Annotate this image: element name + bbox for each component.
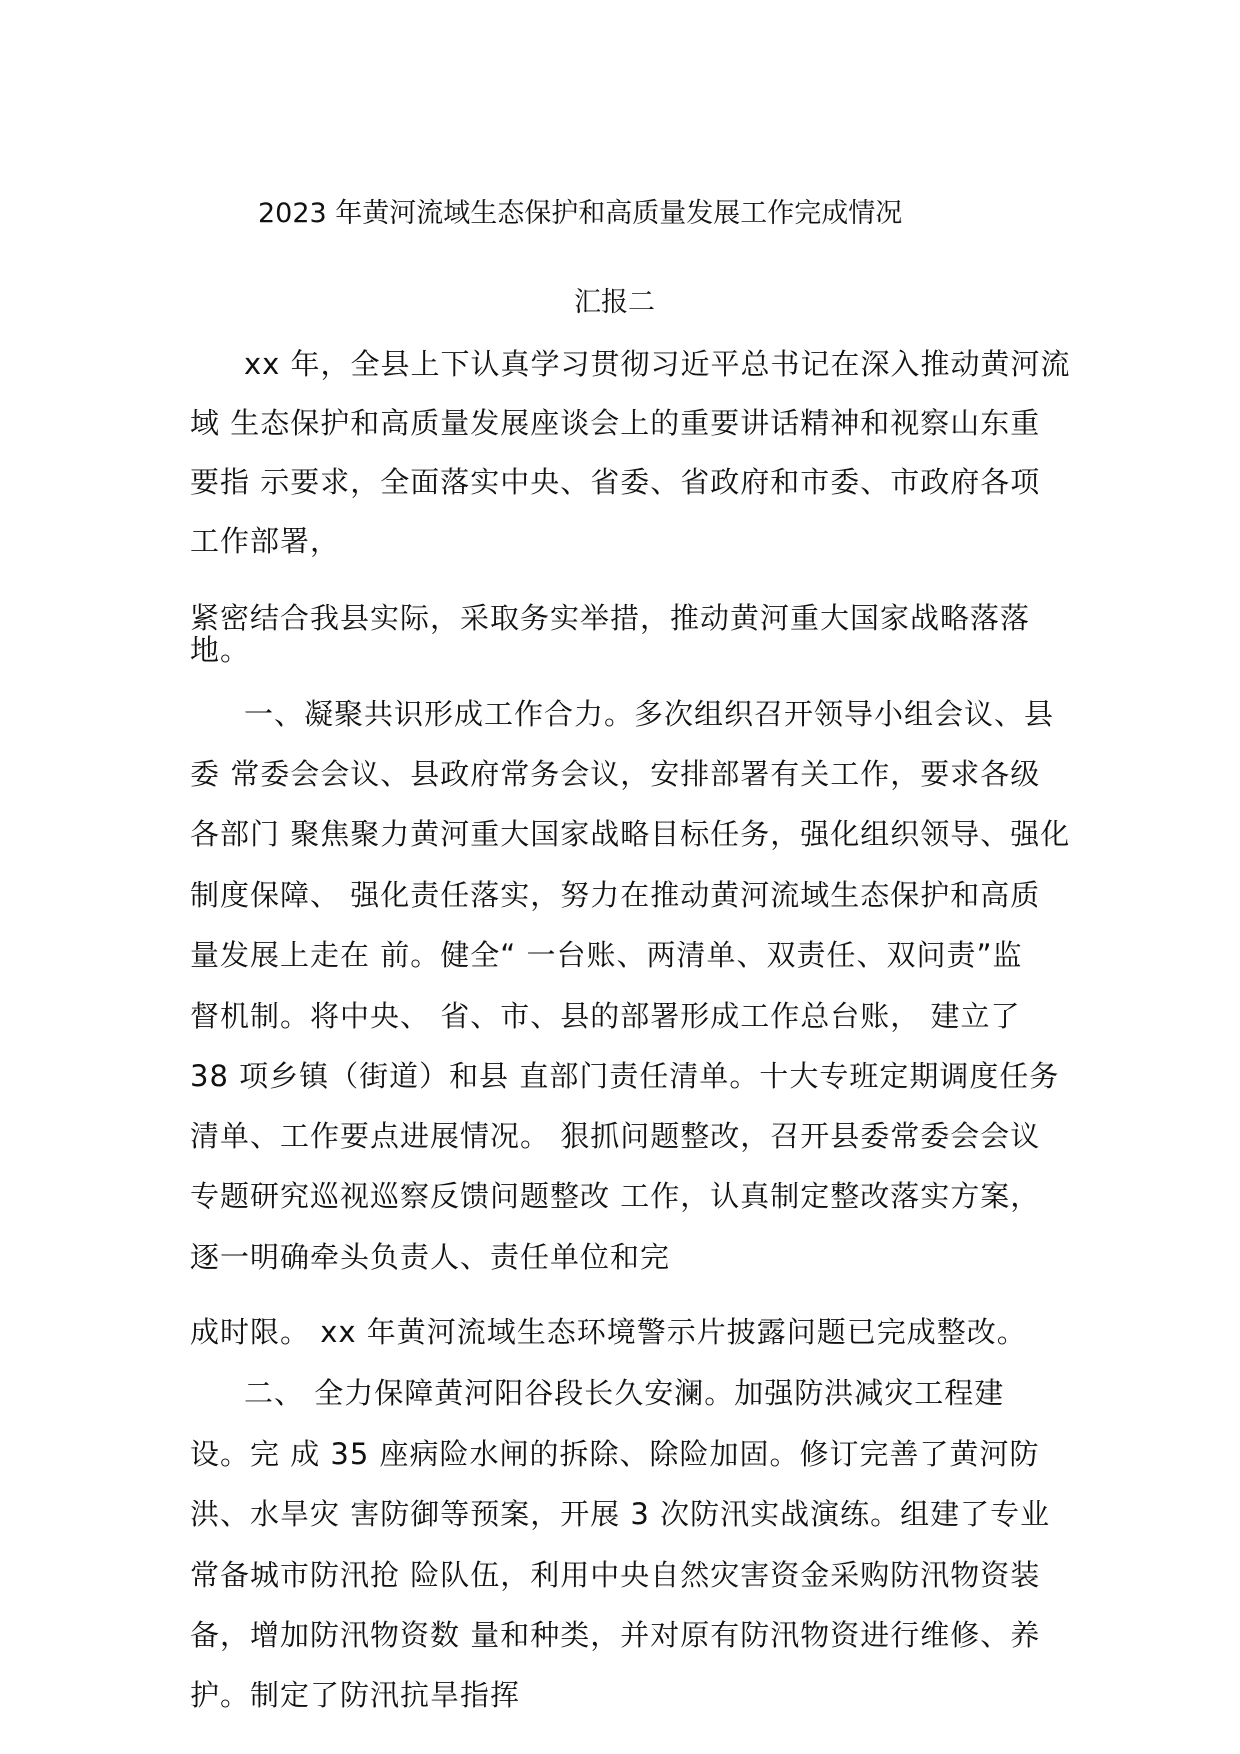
paragraph-line: 38 项乡镇（街道）和县 直部门责任清单。十大专班定期调度任务 (190, 1059, 1060, 1093)
paragraph-line: 各部门 聚焦聚力黄河重大国家战略目标任务，强化组织领导、强化 (190, 817, 1071, 851)
paragraph-line: xx 年，全县上下认真学习贯彻习近平总书记在深入推动黄河流 (244, 347, 1071, 381)
paragraph-line: 备，增加防汛物资数 量和种类，并对原有防汛物资进行维修、养 (190, 1618, 1041, 1652)
paragraph-line: 专题研究巡视巡察反馈问题整改 工作，认真制定整改落实方案， (190, 1179, 1041, 1213)
paragraph-line: 地。 (190, 633, 251, 667)
paragraph-line: 要指 示要求，全面落实中央、省委、省政府和市委、市政府各项 (190, 465, 1041, 499)
paragraph-line: 逐一明确牵头负责人、责任单位和完 (190, 1240, 671, 1274)
paragraph-line: 成时限。 xx 年黄河流域生态环境警示片披露问题已完成整改。 (190, 1315, 1027, 1349)
paragraph-line: 清单、工作要点进展情况。 狠抓问题整改，召开县委常委会会议 (190, 1119, 1041, 1153)
paragraph-line: 紧密结合我县实际，采取务实举措，推动黄河重大国家战略落落 (190, 601, 1031, 635)
paragraph-line: 设。完 成 35 座病险水闸的拆除、除险加固。修订完善了黄河防 (190, 1437, 1040, 1471)
paragraph-line: 常备城市防汛抢 险队伍，利用中央自然灾害资金采购防汛物资装 (190, 1558, 1041, 1592)
paragraph-line: 工作部署， (190, 524, 341, 558)
document-subtitle: 汇报二 (574, 287, 655, 318)
paragraph-line: 一、凝聚共识形成工作合力。多次组织召开领导小组会议、县 (244, 697, 1055, 731)
paragraph-line: 洪、水旱灾 害防御等预案，开展 3 次防汛实战演练。组建了专业 (190, 1497, 1051, 1531)
paragraph-line: 域 生态保护和高质量发展座谈会上的重要讲话精神和视察山东重 (190, 406, 1041, 440)
paragraph-line: 二、 全力保障黄河阳谷段长久安澜。加强防洪减灾工程建 (244, 1376, 1005, 1410)
paragraph-line: 量发展上走在 前。健全“ 一台账、两清单、双责任、双问责”监 (190, 938, 1023, 972)
paragraph-line: 委 常委会会议、县政府常务会议，安排部署有关工作，要求各级 (190, 757, 1041, 791)
paragraph-line: 督机制。将中央、 省、市、县的部署形成工作总台账， 建立了 (190, 999, 1021, 1033)
paragraph-line: 制度保障、 强化责任落实，努力在推动黄河流域生态保护和高质 (190, 878, 1041, 912)
document-title: 2023 年黄河流域生态保护和高质量发展工作完成情况 (258, 198, 903, 229)
paragraph-line: 护。制定了防汛抗旱指挥 (190, 1678, 521, 1712)
